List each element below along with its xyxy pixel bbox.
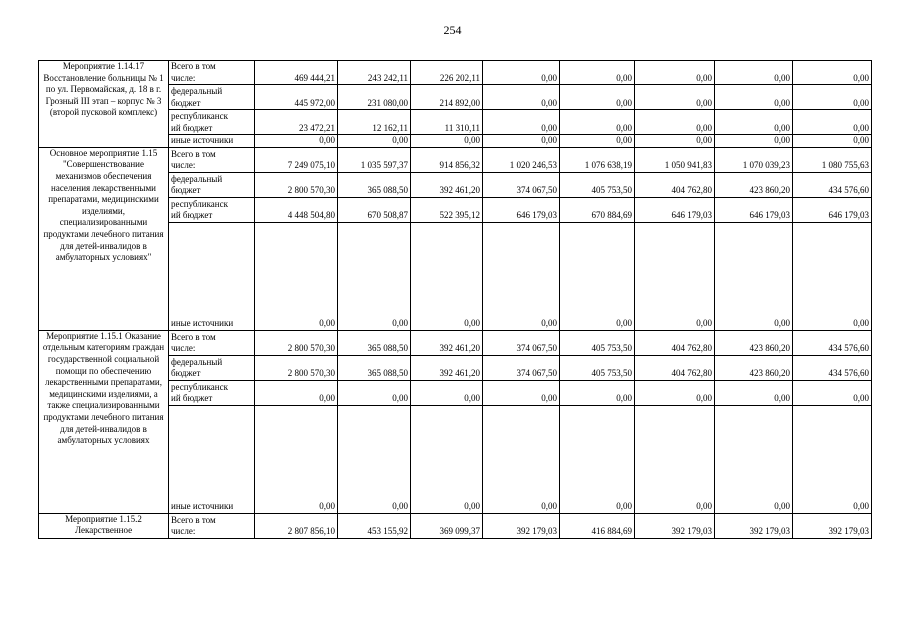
amount-cell: 0,00 <box>715 135 793 148</box>
amount-cell: 392 179,03 <box>715 513 793 538</box>
amount-cell: 365 088,50 <box>338 330 411 355</box>
amount-cell: 1 020 246,53 <box>483 147 560 172</box>
amount-cell: 405 753,50 <box>560 172 635 197</box>
measure-name: Мероприятие 1.14.17 Восстановление больницы № 1 по ул. Первомайская, д. 18 в г. Грозный III этап – корпус № 3 (второй пусковой комплекс) <box>39 61 169 148</box>
amount-cell: 1 035 597,37 <box>338 147 411 172</box>
funding-source: республиканск ий бюджет <box>169 110 255 135</box>
amount-cell: 0,00 <box>715 222 793 330</box>
amount-cell: 0,00 <box>338 135 411 148</box>
amount-cell: 0,00 <box>411 135 483 148</box>
amount-cell: 1 080 755,63 <box>793 147 872 172</box>
funding-source: республиканск ий бюджет <box>169 380 255 405</box>
amount-cell: 0,00 <box>255 135 338 148</box>
amount-cell: 423 860,20 <box>715 330 793 355</box>
amount-cell: 0,00 <box>338 405 411 513</box>
amount-cell: 0,00 <box>560 135 635 148</box>
amount-cell: 1 050 941,83 <box>635 147 715 172</box>
amount-cell: 434 576,60 <box>793 172 872 197</box>
amount-cell: 0,00 <box>560 61 635 85</box>
amount-cell: 214 892,00 <box>411 85 483 110</box>
funding-source: республиканск ий бюджет <box>169 197 255 222</box>
amount-cell: 469 444,21 <box>255 61 338 85</box>
amount-cell: 243 242,11 <box>338 61 411 85</box>
amount-cell: 0,00 <box>793 61 872 85</box>
funding-source: Всего в том числе: <box>169 330 255 355</box>
table-row <box>39 147 872 172</box>
amount-cell: 365 088,50 <box>338 172 411 197</box>
amount-cell: 404 762,80 <box>635 330 715 355</box>
amount-cell: 0,00 <box>560 222 635 330</box>
amount-cell: 434 576,60 <box>793 330 872 355</box>
amount-cell: 0,00 <box>560 85 635 110</box>
amount-cell: 522 395,12 <box>411 197 483 222</box>
table-row <box>39 61 872 85</box>
amount-cell: 11 310,11 <box>411 110 483 135</box>
amount-cell: 7 249 075,10 <box>255 147 338 172</box>
table-row <box>39 330 872 355</box>
amount-cell: 0,00 <box>483 85 560 110</box>
funding-source: Всего в том числе: <box>169 147 255 172</box>
amount-cell: 2 800 570,30 <box>255 172 338 197</box>
amount-cell: 0,00 <box>255 380 338 405</box>
amount-cell: 392 179,03 <box>483 513 560 538</box>
amount-cell: 0,00 <box>483 222 560 330</box>
amount-cell: 1 076 638,19 <box>560 147 635 172</box>
funding-source: иные источники <box>169 135 255 148</box>
amount-cell: 392 179,03 <box>793 513 872 538</box>
amount-cell: 374 067,50 <box>483 330 560 355</box>
amount-cell: 0,00 <box>793 110 872 135</box>
amount-cell: 453 155,92 <box>338 513 411 538</box>
amount-cell: 416 884,69 <box>560 513 635 538</box>
amount-cell: 0,00 <box>715 61 793 85</box>
amount-cell: 392 179,03 <box>635 513 715 538</box>
amount-cell: 0,00 <box>411 380 483 405</box>
amount-cell: 0,00 <box>560 110 635 135</box>
amount-cell: 0,00 <box>793 85 872 110</box>
amount-cell: 231 080,00 <box>338 85 411 110</box>
amount-cell: 4 448 504,80 <box>255 197 338 222</box>
amount-cell: 0,00 <box>715 380 793 405</box>
amount-cell: 0,00 <box>255 222 338 330</box>
amount-cell: 374 067,50 <box>483 355 560 380</box>
amount-cell: 2 800 570,30 <box>255 355 338 380</box>
funding-source: федеральный бюджет <box>169 355 255 380</box>
amount-cell: 0,00 <box>793 380 872 405</box>
funding-source: Всего в том числе: <box>169 61 255 85</box>
amount-cell: 423 860,20 <box>715 172 793 197</box>
amount-cell: 0,00 <box>715 85 793 110</box>
amount-cell: 392 461,20 <box>411 172 483 197</box>
amount-cell: 0,00 <box>483 380 560 405</box>
amount-cell: 365 088,50 <box>338 355 411 380</box>
amount-cell: 0,00 <box>483 405 560 513</box>
amount-cell: 1 070 039,23 <box>715 147 793 172</box>
amount-cell: 0,00 <box>635 61 715 85</box>
measure-name: Основное мероприятие 1.15 "Совершенствование механизмов обеспечения населения лекарственными препаратами, медицинскими изделиями, специализированными продуктами лечебного питания для детей-инвалидов в амбулаторных условиях" <box>39 147 169 330</box>
amount-cell: 0,00 <box>338 380 411 405</box>
amount-cell: 445 972,00 <box>255 85 338 110</box>
page-number: 254 <box>443 23 462 37</box>
amount-cell: 646 179,03 <box>715 197 793 222</box>
amount-cell: 423 860,20 <box>715 355 793 380</box>
amount-cell: 0,00 <box>635 135 715 148</box>
amount-cell: 404 762,80 <box>635 355 715 380</box>
funding-source: федеральный бюджет <box>169 85 255 110</box>
amount-cell: 405 753,50 <box>560 330 635 355</box>
amount-cell: 670 508,87 <box>338 197 411 222</box>
amount-cell: 392 461,20 <box>411 330 483 355</box>
amount-cell: 434 576,60 <box>793 355 872 380</box>
amount-cell: 2 800 570,30 <box>255 330 338 355</box>
amount-cell: 404 762,80 <box>635 172 715 197</box>
amount-cell: 0,00 <box>635 405 715 513</box>
budget-table <box>38 60 872 539</box>
amount-cell: 0,00 <box>560 380 635 405</box>
amount-cell: 374 067,50 <box>483 172 560 197</box>
amount-cell: 226 202,11 <box>411 61 483 85</box>
amount-cell: 392 461,20 <box>411 355 483 380</box>
amount-cell: 670 884,69 <box>560 197 635 222</box>
amount-cell: 12 162,11 <box>338 110 411 135</box>
amount-cell: 914 856,32 <box>411 147 483 172</box>
amount-cell: 0,00 <box>635 222 715 330</box>
amount-cell: 2 807 856,10 <box>255 513 338 538</box>
amount-cell: 0,00 <box>793 135 872 148</box>
funding-source: иные источники <box>169 222 255 330</box>
funding-source: Всего в том числе: <box>169 513 255 538</box>
amount-cell: 0,00 <box>635 380 715 405</box>
amount-cell: 0,00 <box>793 222 872 330</box>
amount-cell: 0,00 <box>715 405 793 513</box>
amount-cell: 0,00 <box>338 222 411 330</box>
amount-cell: 0,00 <box>411 222 483 330</box>
amount-cell: 646 179,03 <box>635 197 715 222</box>
amount-cell: 0,00 <box>411 405 483 513</box>
amount-cell: 0,00 <box>255 405 338 513</box>
funding-source: иные источники <box>169 405 255 513</box>
amount-cell: 0,00 <box>635 110 715 135</box>
amount-cell: 646 179,03 <box>483 197 560 222</box>
amount-cell: 369 099,37 <box>411 513 483 538</box>
measure-name: Мероприятие 1.15.1 Оказание отдельным категориям граждан государственной социальной помощи по обеспечению лекарственными препаратами, медицинскими изделиями, а также специализированными продуктами лечебного питания для детей-инвалидов в амбулаторных условиях <box>39 330 169 513</box>
amount-cell: 23 472,21 <box>255 110 338 135</box>
amount-cell: 0,00 <box>793 405 872 513</box>
measure-name: Мероприятие 1.15.2 Лекарственное <box>39 513 169 538</box>
funding-source: федеральный бюджет <box>169 172 255 197</box>
amount-cell: 0,00 <box>483 61 560 85</box>
amount-cell: 0,00 <box>560 405 635 513</box>
amount-cell: 405 753,50 <box>560 355 635 380</box>
table-row <box>39 513 872 538</box>
amount-cell: 0,00 <box>635 85 715 110</box>
amount-cell: 0,00 <box>483 135 560 148</box>
amount-cell: 646 179,03 <box>793 197 872 222</box>
amount-cell: 0,00 <box>483 110 560 135</box>
amount-cell: 0,00 <box>715 110 793 135</box>
